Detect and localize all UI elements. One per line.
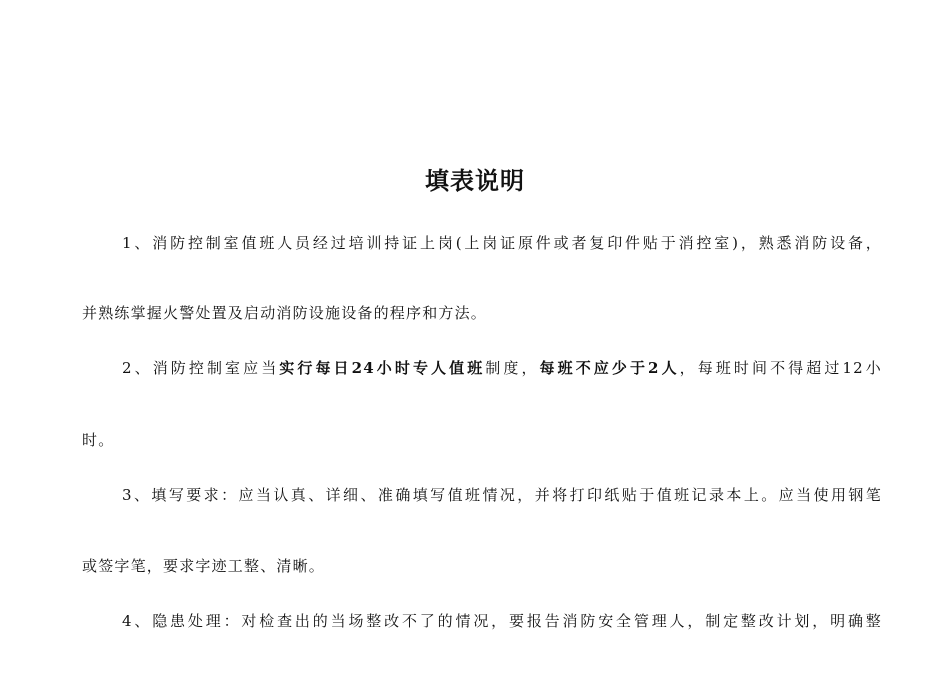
- paragraph-1-line-1: 1、消防控制室值班人员经过培训持证上岗(上岗证原件或者复印件贴于消控室)，熟悉消防设备，: [122, 234, 882, 252]
- paragraph-2-bold-shift: 每班不应少于2人: [539, 359, 680, 377]
- paragraph-1-line-2: 并熟练掌握火警处置及启动消防设施设备的程序和方法。: [82, 304, 488, 322]
- document-title: 填表说明: [425, 167, 525, 195]
- paragraph-2-bold-duty: 实行每日24小时专人值班: [279, 359, 486, 377]
- paragraph-4-line-1: 4、隐患处理：对检查出的当场整改不了的情况，要报告消防安全管理人，制定整改计划，明确整: [122, 612, 882, 630]
- paragraph-2-line-1: [82, 357, 882, 379]
- paragraph-3-line-1: 3、填写要求：应当认真、详细、准确填写值班情况，并将打印纸贴于值班记录本上。应当使用钢笔: [122, 486, 882, 504]
- paragraph-2-suffix: ，每班时间不得超过12小: [679, 359, 882, 377]
- paragraph-2-line-2: 时。: [82, 431, 115, 449]
- paragraph-3-line-2: 或签字笔，要求字迹工整、清晰。: [82, 557, 326, 575]
- paragraph-2-middle: 制度，: [485, 359, 540, 377]
- paragraph-2-prefix: 2、消防控制室应当: [122, 359, 280, 377]
